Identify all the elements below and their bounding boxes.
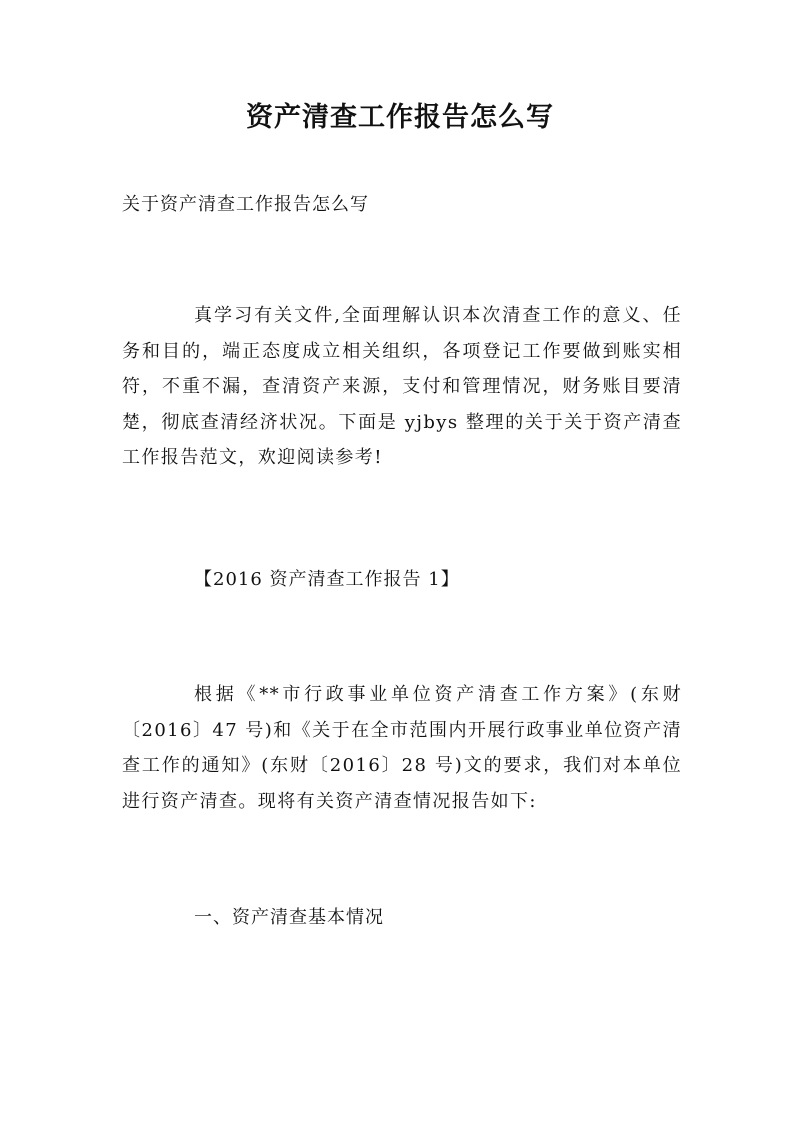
section-1-heading: 一、资产清查基本情况 (194, 907, 384, 928)
document-title: 资产清查工作报告怎么写 (246, 102, 554, 133)
report-heading: 【2016 资产清查工作报告 1】 (194, 569, 460, 590)
report-paragraph: 根据《**市行政事业单位资产清查工作方案》(东财〔2016〕47 号)和《关于在全市范围内开展行政事业单位资产清查工作的通知》(东财〔2016〕28 号)文的要求，我们对本单位进行资产清查。现将有关资产清查情况报告如下: (122, 684, 682, 812)
document-subtitle: 关于资产清查工作报告怎么写 (122, 194, 369, 215)
intro-paragraph: 真学习有关文件,全面理解认识本次清查工作的意义、任务和目的，端正态度成立相关组织，各项登记工作要做到账实相符，不重不漏，查清资产来源，支付和管理情况，财务账目要清楚，彻底查清经济状况。下面是 yjbys 整理的关于关于资产清查工作报告范文，欢迎阅读参考! (122, 305, 682, 468)
